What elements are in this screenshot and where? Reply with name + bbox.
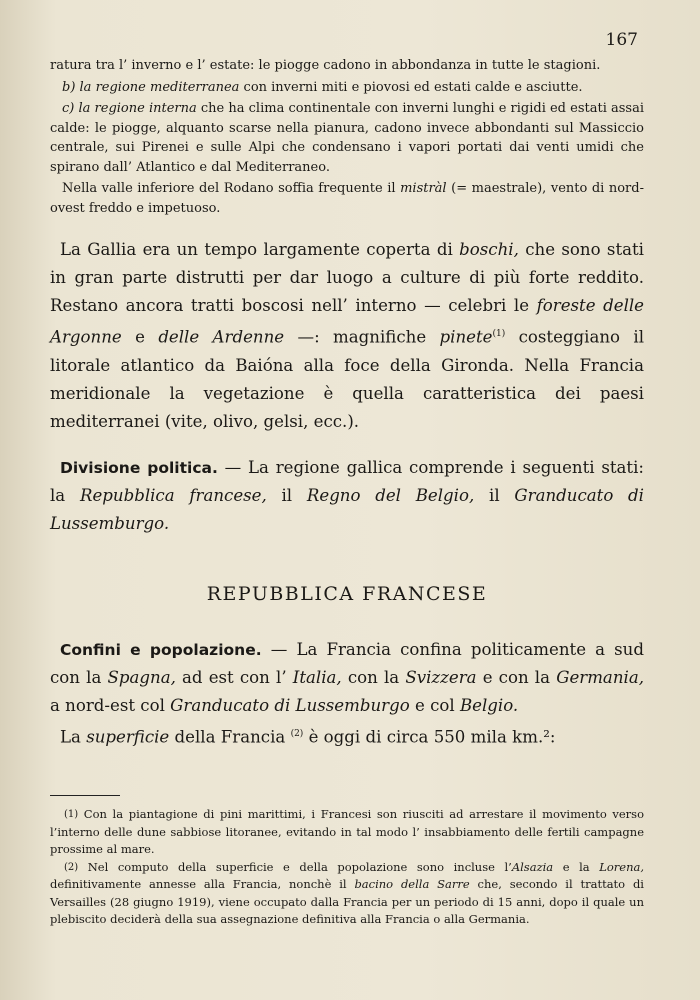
climate-section xyxy=(50,56,644,218)
political-division-paragraph xyxy=(50,454,644,538)
text-run: a nord-est col xyxy=(50,695,171,715)
footnote-marker: (2) xyxy=(64,861,79,873)
italic-term: bacino della Sarre xyxy=(354,877,470,892)
text-run: con la xyxy=(341,667,406,687)
section-title: Divisione politica. xyxy=(60,458,218,477)
italic-term: Italia, xyxy=(292,667,342,687)
text-run: che ha clima continentale con inverni lunghi e rigidi ed estati assai calde: le piogge, alquanto scarse nella pianura, cadono invece abbondanti sul Massiccio centrale, sui Pirenei e sulle Alpi che condensano i vapori portati dai venti umidi che spirano dall’ Atlantico e dal Mediterraneo. xyxy=(50,101,645,175)
climate-paragraph-1 xyxy=(50,56,644,76)
chapter-heading: REPUBBLICA FRANCESE xyxy=(206,582,488,605)
italic-term: pinete xyxy=(439,327,493,347)
text-run: Nel computo della superficie e della popolazione sono incluse l’ xyxy=(78,859,512,874)
italic-term: foreste delle Argonne xyxy=(50,296,644,347)
surface-paragraph xyxy=(50,720,644,752)
italic-term: regione mediterranea xyxy=(95,79,240,95)
footnote-divider xyxy=(50,795,120,796)
climate-paragraph-mistral xyxy=(50,179,644,218)
italic-term: Spagna, xyxy=(107,667,176,687)
text-run: ad est con l’ xyxy=(175,667,293,687)
italic-term: Regno del Belgio, xyxy=(306,485,475,505)
italic-term: Lorena, xyxy=(599,859,644,874)
text-run: della Francia xyxy=(169,727,291,747)
list-marker: b) la xyxy=(62,79,96,95)
section-title: Confini e popolazione. xyxy=(60,640,262,659)
footnotes xyxy=(50,806,644,929)
text-run: — La regione gallica comprende i seguenti stati: la xyxy=(50,457,644,505)
main-text xyxy=(50,236,644,751)
text-run: ratura tra l’ inverno e l’ estate: le piogge cadono in abbondanza in tutte le stagioni. xyxy=(50,58,601,73)
italic-term: Svizzera xyxy=(405,667,477,687)
text-run: e col xyxy=(409,695,460,715)
climate-paragraph-interior xyxy=(50,99,644,177)
text-run: il xyxy=(474,485,515,505)
page-number: 167 xyxy=(605,30,638,50)
footnote-1 xyxy=(50,806,644,859)
italic-term: Alsazia xyxy=(511,859,554,874)
text-run: e xyxy=(121,327,159,347)
text-run: La xyxy=(60,727,87,747)
italic-term: Granducato di Lussemburgo xyxy=(170,695,410,715)
italic-term: Repubblica francese, xyxy=(79,485,267,505)
text-run: — La Francia confina politicamente a sud con la xyxy=(50,639,644,687)
text-run: il xyxy=(266,485,307,505)
list-marker: c) la xyxy=(62,101,95,116)
text-run: costeggiano il litorale atlantico da Baióna alla foce della Gironda. Nella Francia meridionale la vegetazione è quella caratteristica dei paesi mediterranei (vite, olivo, gelsi, ecc.). xyxy=(50,327,645,431)
text-run: Con la piantagione di pini marittimi, i Francesi son riusciti ad arrestare il movimento verso l’interno delle dune sabbiose litoranee, evitando in tal modo l’ insabbiamento delle fertili campagne prossime al mare. xyxy=(50,807,644,857)
italic-term: delle Ardenne xyxy=(158,327,285,347)
footnote-reference: (1) xyxy=(492,329,506,339)
italic-term: Germania, xyxy=(556,667,644,687)
footnote-reference: (2) xyxy=(290,728,304,739)
italic-term: boschi, xyxy=(459,240,519,259)
footnote-marker: (1) xyxy=(64,809,79,821)
footnote-2 xyxy=(50,859,644,929)
italic-term: Granducato di Lussemburgo. xyxy=(50,485,644,533)
italic-term: superficie xyxy=(86,727,170,747)
climate-paragraph-mediterranean xyxy=(50,78,644,98)
borders-paragraph xyxy=(50,636,644,720)
text-run: definitivamente annesse alla Francia, nonchè il xyxy=(50,877,355,892)
forests-paragraph xyxy=(50,236,644,436)
text-run: che sono stati in gran parte distrutti per dar luogo a culture di più forte reddito. Restano ancora tratti boscosi nell’ interno — celebri le xyxy=(50,240,644,315)
italic-term: regione interna xyxy=(94,101,197,116)
text-run: e con la xyxy=(476,667,557,687)
text-run: con inverni miti e piovosi ed estati calde e asciutte. xyxy=(239,79,583,95)
text-run: —: magnifiche xyxy=(284,327,440,347)
text-run: (= maestrale), vento di nord-ovest freddo e impetuoso. xyxy=(50,181,644,216)
text-run: Nella valle inferiore del Rodano soffia frequente il xyxy=(62,181,401,196)
italic-term: mistràl xyxy=(400,181,447,196)
italic-term: Belgio. xyxy=(459,695,519,715)
text-run: La Gallia era un tempo largamente coperta di xyxy=(60,240,460,259)
text-run: è oggi di circa 550 mila km.²: xyxy=(303,727,556,747)
text-run: e la xyxy=(553,859,600,874)
text-run: che, secondo il trattato di Versailles (28 giugno 1919), viene occupato dalla Francia per un periodo di 15 anni, dopo il quale un plebiscito deciderà della sua assegnazione definitiva alla Francia o alla Germania. xyxy=(50,877,644,927)
